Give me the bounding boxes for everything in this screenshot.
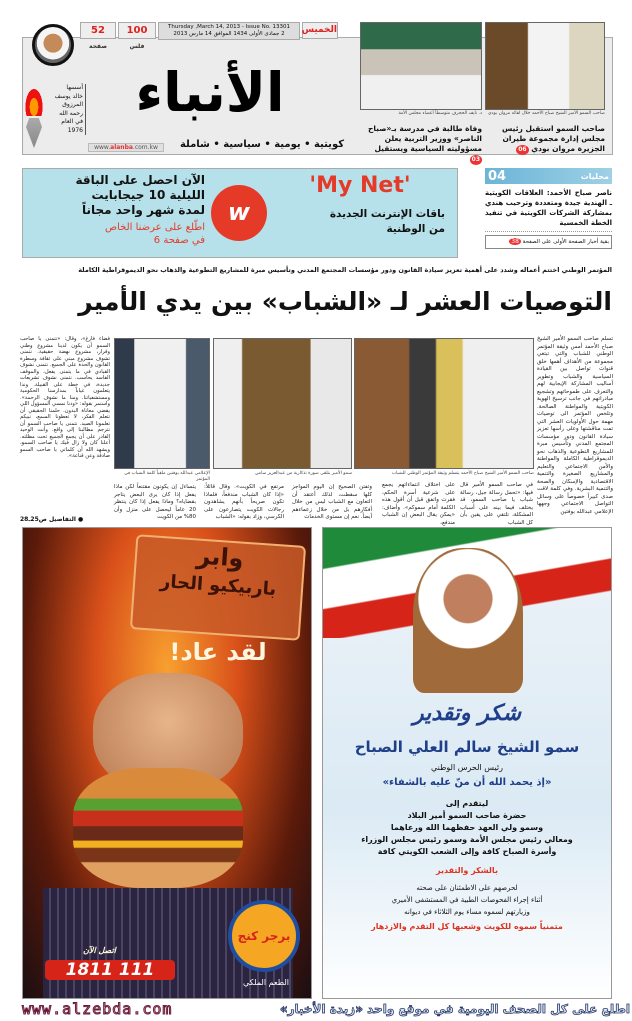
burger-king-logo: برجر كنج bbox=[228, 900, 300, 972]
price-unit: فلس bbox=[129, 43, 145, 50]
top-story-photo[interactable] bbox=[360, 22, 482, 110]
ad-line: وابر bbox=[195, 541, 245, 573]
thanks-line: وأسرة الصباح كافة وإلى الشعب الكويتي كافة bbox=[377, 847, 557, 856]
website-link[interactable] bbox=[88, 143, 164, 152]
offer-block bbox=[37, 173, 205, 218]
story-photo[interactable] bbox=[114, 338, 210, 469]
flame-icon bbox=[24, 86, 44, 116]
burger-king-ad[interactable] bbox=[22, 527, 312, 999]
date-box bbox=[158, 22, 300, 40]
continued-link[interactable]: ● التفاصيل ص25ـ28 bbox=[20, 516, 84, 523]
brand-logo: w bbox=[211, 185, 267, 241]
story-left-column: فضاء فارغ»، وقال: «نتمنى يا صاحب السمو أن يكون لدينا مشروع وطني وقرار، مشروع نهضة حقيقية. نتمنى تشوف مشروع مبني على ثقافة وسطرة القانون والحدة على الجميع. نتمنى نشوف القيادي في ما يتمنى يفعل، والموقف الفاسد يحاسب. نتمنى نشوف تشريعات جديدة، في خطة على القبيلة. وندا يتعلمون غياباً بمدارسنا الحكومية ومستشفياتنا. ومنا ما نشوف الرحمة». واستمر بقوله: «ودنا نمسي المسؤول اللي يقضي معاناة البدون. حلمنا الحقيقي أن نتعلم الفكر، لا تعطونا السمع، نبيكم تعلمونا الصيد. نتمنى يا صاحب السمو أن نترجم مطالبنا إلى واقع. وأنت الوحيد القادر على أن يجمع الجميع تحت مظلته. أعلنا كان ولا زال فيك يا صاحب السمو، ويشهد الله أن كلماتي يا صاحب السمو صادقة وعن قناعة». bbox=[20, 336, 110, 459]
founder-portrait bbox=[32, 24, 74, 66]
url-suffix: .com.kw bbox=[132, 144, 158, 151]
thanks-line: أثناء إجراء الفحوصات الطبية في المستشفى الأميري bbox=[391, 896, 543, 904]
brand-name: 'My Net' bbox=[309, 173, 411, 198]
local-news-sidebar bbox=[485, 168, 612, 263]
page-badge: 38 bbox=[511, 238, 519, 245]
thanks-title: شكر وتقدير bbox=[412, 700, 522, 726]
watermark-text: اطلع على كل الصحف اليومية في موقع واحد «زبدة الأخبار» bbox=[279, 1002, 630, 1016]
thanks-closing: متمنياً سموه للكويت وشعبها كل التقدم والازدهار bbox=[371, 922, 563, 931]
thanks-phrase: بالشكر والتقدير bbox=[436, 866, 498, 875]
url-main: alanba bbox=[110, 144, 133, 151]
offer-line: الآن احصل على الباقة bbox=[75, 173, 205, 187]
headline-text: وفاة طالبة في مدرسة بـ«صباح الناصر» ووزير التربية يعلن مسؤوليته السياسية ويستقيل bbox=[367, 124, 482, 153]
top-story-photo[interactable] bbox=[485, 22, 605, 110]
photo-caption: صاحب السمو الأمير الشيخ صباح الأحمد يتسلم وثيقة المؤتمر الوطني للشباب bbox=[391, 471, 534, 476]
sheikh-role: رئيس الحرس الوطني bbox=[430, 763, 504, 772]
story-column: وتفتن الصحيح إن اليوم المواجز كلها سقطت، لذلك أعتقد أن التعاون مع الشباب ليس من خلال أفكارهم بل من خلال زعماءهم أيضاً. نعم إن مستوى الخدمات bbox=[292, 484, 372, 520]
story-column: على اختلاف انتماءاتهم يجمع على شرعية أسرة الحكم، فقرت واتفق قبل أن أقول هذه الكلمة أمام سموكم». وأضاف: «يمكن يقال البعض إن الشباب مندفع، bbox=[382, 482, 455, 526]
date-arabic: 2 جمادى الأولى 1434 الموافق 14 مارس 2013 bbox=[173, 31, 285, 37]
slogan: الطعم الملكي bbox=[243, 978, 289, 987]
thanks-line: وزيارتهم لسموه مساء يوم الثلاثاء في ديوانه bbox=[404, 908, 530, 916]
thanks-ad[interactable] bbox=[322, 527, 612, 999]
price: 100 bbox=[126, 25, 148, 36]
thanks-line: لحرصهم على الاطمئنان على صحته bbox=[416, 884, 518, 892]
thanks-line: وسمو ولي العهد حفظهما الله ورعاهما bbox=[390, 823, 544, 832]
photo-caption: صاحب السمو الأمير الشيخ صباح الأحمد خلال لقائه مروان بودي bbox=[488, 111, 605, 116]
offer-line: الليلية 10 جيجابايت bbox=[91, 188, 205, 202]
story-photo[interactable] bbox=[213, 338, 352, 469]
main-subhead: المؤتمر الوطني اختتم أعماله وشدد على أهمية تعزيز سيادة القانون ودور مؤسسات المجتمع المدني وتأسيس مبرة للمشاريع التطوعية والذهاب نحو الديموقراطية الكاملة bbox=[78, 266, 612, 274]
newspaper-logo[interactable]: الأنباء bbox=[135, 61, 285, 124]
ad-line: لقد عاد! bbox=[169, 638, 267, 666]
sub-line: من الوطنية bbox=[386, 223, 445, 235]
watermark-site: www.alzebda.com bbox=[22, 1000, 173, 1018]
day-label: الخميس bbox=[302, 22, 338, 39]
story-column: في صاحب السمو الأمير قال فيها: «تحمل رسالة جيل، رسالة شباب يا صاحب السمو، قد يختلف فيما بينه على أسباب المشكلة، تلتقي على يقين بأن كل الشباب bbox=[460, 482, 533, 526]
photo-caption: الإعلامي عبدالله بوفتين ملقياً كلمة الشباب في المؤتمر bbox=[124, 471, 210, 482]
more-news-text: بقية أخبار الصفحة الأولى على الصفحة bbox=[522, 239, 609, 245]
section-page: 04 bbox=[488, 168, 507, 184]
top-story-headline[interactable] bbox=[485, 124, 605, 155]
tagline: كويتية • يومية • سياسية • شاملة bbox=[179, 139, 345, 150]
founder-line: في العام bbox=[61, 118, 83, 125]
main-headline[interactable]: التوصيات العشر لـ «الشباب» بين يدي الأمير bbox=[78, 287, 612, 316]
ad-line: باربيكيو الحار bbox=[159, 570, 277, 601]
cta-line: في صفحة 6 bbox=[153, 235, 205, 246]
delivery-phone[interactable]: 1811 111 bbox=[45, 960, 175, 980]
sheikh-name: سمو الشيخ سالم العلي الصباح bbox=[354, 738, 580, 756]
top-story-headline[interactable] bbox=[360, 124, 482, 165]
url-prefix: www. bbox=[94, 144, 111, 151]
story-lead-column: تسلم صاحب السمو الأمير الشيخ صباح الأحمد أمس وثيقة المؤتمر الوطني للشباب والتي تبتغي مجموعة من الأهداف أهمها خلق قنوات تواصل بين القيادة السياسية والشباب وتطوير أساليب المشاركة الإيجابية لهم والتعرف على طموحاتهم وتشجيع مبادراتهم في جانب ترسيخ الهوية الكويتية والمواطنة الصالحة. وتلخص المؤتمر الى توصيات مهمة حول الأولويات العشر التي تمت مناقشتها وعلى رأسها تعزيز سيادة القانون ودور مؤسسات المجتمع المدني وتأسيس مبرة للمشاريع التطوعية والذهاب نحو الديموقراطية الكاملة والمواطنة والأمن الاجتماعي والتعليم والمشاريع الصغيرة والتنمية الاقتصادية والإسكان والصحة والتنمية البشرية. وفي كلمة لاقت صدى كبيراً خصوصاً على وسائل التواصل الاجتماعي وجهها الإعلامي عبدالله بوفتين bbox=[537, 336, 613, 515]
thanks-quote: «إذ يحمد الله أن منّ عليه بالشفاء» bbox=[382, 777, 552, 788]
story-column: يتساءل إن يكونون مقتنعاً لكن ماذا يفعل إذا كان يرى البعض يتاجر بقضاياه؟ وماذا يفعل إذا كان ينتظر 20 عاماً ليحصل على منزل وأن 80% من الكويت bbox=[114, 484, 196, 520]
page-count: 52 bbox=[91, 25, 105, 36]
thanks-line: ليتقدم إلى bbox=[445, 799, 489, 808]
page-unit: صفحة bbox=[88, 43, 108, 50]
offer-line: لمدة شهر واحد مجاناً bbox=[81, 203, 205, 217]
founder-line: رحمه الله bbox=[59, 109, 83, 117]
sidebar-headline[interactable]: ناصر صباح الأحمد: العلاقات الكويتية ـ الهندية جيدة ومتعددة وترحيب هندي بمشاركة الشركات الكويتية في تنفيذ الخطة الخمسية bbox=[485, 189, 612, 227]
thanks-line: حضرة صاحب السمو أمير البلاد bbox=[407, 811, 527, 820]
founder-line: 1976 bbox=[67, 126, 83, 134]
founder-line: خالد يوسف bbox=[54, 92, 83, 100]
photo-caption: د. نايف الحجرف متوسطاً أعضاء مجلس الأمة bbox=[398, 111, 482, 116]
page-badge: 06 bbox=[518, 146, 527, 153]
headline-text: صاحب السمو استقبل رئيس مجلس إدارة مجموعة طيران الجزيرة مروان بودي bbox=[502, 124, 605, 153]
price-box bbox=[118, 22, 156, 50]
more-news-link[interactable] bbox=[485, 235, 612, 249]
sub-line: باقات الإنترنت الجديدة bbox=[329, 208, 445, 220]
founder-line: المرزوق bbox=[62, 101, 83, 108]
mynet-banner-ad[interactable] bbox=[22, 168, 458, 258]
pages-box bbox=[80, 22, 116, 50]
section-label: محليات bbox=[580, 171, 609, 181]
burger-illustration bbox=[73, 768, 243, 888]
story-photo[interactable] bbox=[354, 338, 534, 469]
date-english: Thursday ,March 14, 2013 - Issue No. 13301 bbox=[168, 24, 290, 30]
call-now-label: اتصل الآن bbox=[83, 946, 116, 955]
cta-line: اطّلع على عرضنا الخاص bbox=[105, 222, 205, 233]
thanks-line: ومعالي رئيس مجلس الأمة وسمو رئيس مجلس الوزراء bbox=[361, 835, 573, 844]
founder-note bbox=[46, 84, 86, 135]
page-badge: 03 bbox=[471, 156, 480, 163]
founder-line: أسسها bbox=[66, 84, 83, 91]
photo-caption: سمو الأمير يتلقى صورة تذكارية من عبدالعزيز سامي bbox=[254, 471, 352, 476]
story-column: مرتفع في الكويت». وقال قائلاً: «إذا كان الشباب مندفعاً، فلماذا تكون صريحاً بأنهم يشاهدون رجالات الكويت يتصارعون على الكرسي، وزاد بقوله: «الشباب bbox=[204, 484, 284, 520]
sheikh-portrait bbox=[413, 548, 523, 693]
